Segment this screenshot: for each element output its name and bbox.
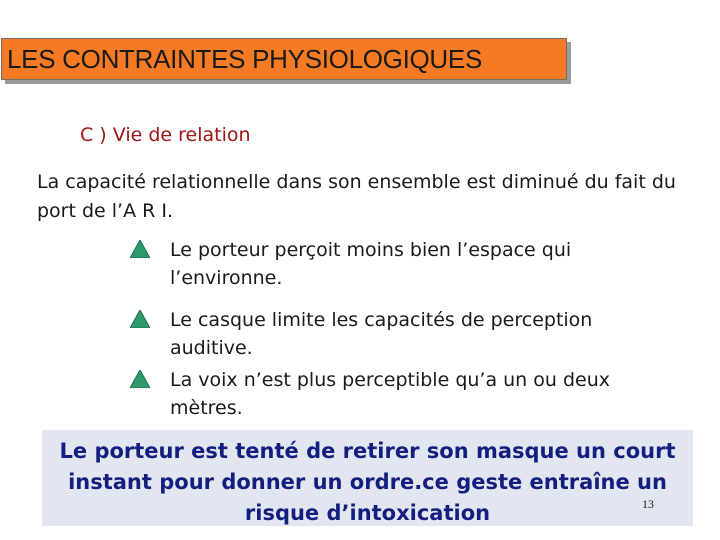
intro-paragraph: La capacité relationnelle dans son ensemble est diminué du fait du port de l’A R I.	[37, 171, 676, 222]
bullet-text: Le casque limite les capacités de perception auditive.	[170, 309, 593, 359]
bullet-item	[130, 306, 650, 368]
bullet-text: La voix n’est plus perceptible qu’a un ou deux mètres.	[170, 369, 611, 419]
bullet-item	[130, 366, 650, 428]
note-box	[42, 430, 693, 526]
bullet-item	[130, 236, 650, 298]
triangle-bullet-icon	[130, 240, 150, 258]
triangle-bullet-icon	[130, 310, 150, 328]
slide-title: LES CONTRAINTES PHYSIOLOGIQUES	[7, 44, 482, 74]
bullet-text: Le porteur perçoit moins bien l’espace qui l’environne.	[170, 239, 572, 289]
triangle-bullet-icon	[130, 370, 150, 388]
note-text: Le porteur est tenté de retirer son masque un court instant pour donner un ordre.ce geste entraîne un risque d’intoxication	[59, 439, 676, 525]
page-number: 13	[642, 497, 654, 511]
section-heading: C ) Vie de relation	[80, 124, 251, 146]
